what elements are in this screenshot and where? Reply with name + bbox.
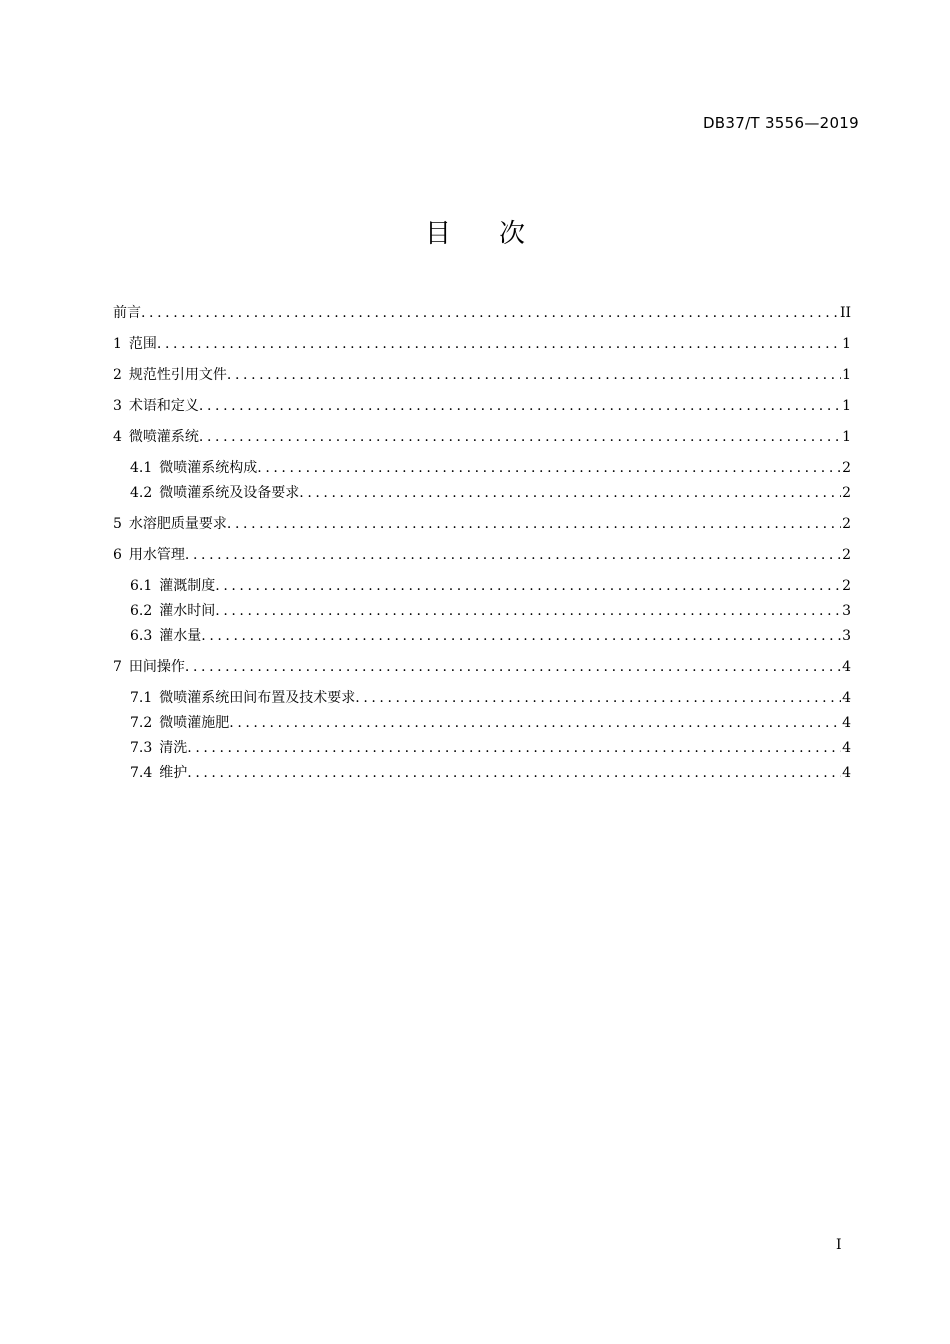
toc-entry-number: 4.1 [130,460,153,476]
toc-page-number: 3 [842,628,851,644]
toc-dot-leader [141,302,839,324]
toc-entry-4-2[interactable] [130,482,851,504]
toc-entry-foreword[interactable] [113,302,851,324]
toc-entry-label [130,575,215,597]
toc-entry-title: 术语和定义 [128,398,199,414]
toc-entry-7[interactable] [113,656,851,678]
title-char-2: 次 [499,219,526,249]
toc-dot-leader [185,656,841,678]
toc-entry-title: 清洗 [159,740,188,756]
toc-page-number: 1 [842,336,851,352]
toc-dot-leader [227,364,841,386]
toc-dot-leader [215,575,841,597]
toc-page-number: 1 [842,429,851,445]
toc-entry-3[interactable] [113,395,851,417]
toc-page-number: 4 [842,690,851,706]
toc-entry-6-3[interactable] [130,625,851,647]
toc-entry-number: 7 [113,659,122,675]
toc-page-number: 4 [842,765,851,781]
toc-entry-number: 7.3 [130,740,153,756]
toc-entry-label [130,457,257,479]
toc-entry-label [130,737,187,759]
toc-entry-7-4[interactable] [130,762,851,784]
toc-entry-label [113,513,227,535]
toc-entry-number: 1 [113,336,122,352]
toc-entry-4-1[interactable] [130,457,851,479]
toc-entry-6[interactable] [113,544,851,566]
toc-page-number: 1 [842,398,851,414]
toc-entry-title: 灌溉制度 [159,578,216,594]
toc-entry-number: 4 [113,429,122,445]
toc-dot-leader [201,625,841,647]
toc-entry-title: 微喷灌系统及设备要求 [159,485,300,501]
toc-entry-label [130,762,187,784]
title-char-1: 目 [424,219,451,249]
toc-entry-label [113,395,199,417]
toc-entry-2[interactable] [113,364,851,386]
toc-entry-number: 7.4 [130,765,153,781]
toc-dot-leader [187,762,841,784]
toc-entry-label [113,426,199,448]
toc-entry-number: 7.1 [130,690,153,706]
toc-dot-leader [229,712,841,734]
toc-entry-title: 微喷灌系统田间布置及技术要求 [159,690,356,706]
toc-entry-title: 用水管理 [128,547,185,563]
toc-page-number: 2 [842,460,851,476]
toc-dot-leader [257,457,841,479]
toc-entry-label [113,364,227,386]
toc-entry-title: 灌水量 [159,628,202,644]
toc-page-number: 3 [842,603,851,619]
toc-entry-title: 灌水时间 [159,603,216,619]
toc-entry-6-1[interactable] [130,575,851,597]
toc-dot-leader [185,544,841,566]
toc-entry-title: 田间操作 [128,659,185,675]
toc-entry-label: 前言 [113,305,141,321]
toc-entry-label [113,656,185,678]
toc-entry-title: 规范性引用文件 [128,367,227,383]
toc-entry-7-1[interactable] [130,687,851,709]
toc-entry-label [130,600,215,622]
toc-dot-leader [157,333,841,355]
toc-entry-4[interactable] [113,426,851,448]
toc-entry-title: 维护 [159,765,188,781]
toc-entry-title: 水溶肥质量要求 [128,516,227,532]
toc-entry-number: 6 [113,547,122,563]
toc-page-number: 2 [842,485,851,501]
toc-dot-leader [199,395,841,417]
page-title [0,213,950,250]
toc-page-number: 4 [842,715,851,731]
toc-dot-leader [187,737,841,759]
toc-page-number: 2 [842,547,851,563]
toc-dot-leader [227,513,841,535]
toc-entry-number: 5 [113,516,122,532]
toc-entry-title: 微喷灌系统构成 [159,460,258,476]
toc-dot-leader [299,482,841,504]
toc-entry-1[interactable] [113,333,851,355]
toc-entry-title: 范围 [128,336,157,352]
toc-entry-number: 7.2 [130,715,153,731]
toc-entry-number: 3 [113,398,122,414]
toc-entry-label [113,544,185,566]
toc-entry-6-2[interactable] [130,600,851,622]
toc-entry-label [130,482,299,504]
toc-entry-7-3[interactable] [130,737,851,759]
page-number: I [836,1237,842,1253]
document-number: DB37/T 3556—2019 [702,114,859,132]
toc-entry-label [130,712,229,734]
toc-entry-label [130,687,355,709]
toc-page-number: 4 [842,740,851,756]
toc-entry-title: 微喷灌系统 [128,429,199,445]
toc-page-number: 2 [842,578,851,594]
toc-entry-title: 微喷灌施肥 [159,715,230,731]
toc-entry-number: 6.1 [130,578,153,594]
toc-entry-number: 4.2 [130,485,153,501]
toc-page-number: 4 [842,659,851,675]
toc-entry-7-2[interactable] [130,712,851,734]
toc-entry-number: 6.3 [130,628,153,644]
toc-entry-number: 2 [113,367,122,383]
toc-page-number: 2 [842,516,851,532]
toc-dot-leader [215,600,841,622]
toc-page-number: II [839,305,851,321]
toc-dot-leader [199,426,841,448]
toc-entry-label [130,625,201,647]
toc-entry-5[interactable] [113,513,851,535]
toc-entry-label [113,333,157,355]
toc-dot-leader [355,687,841,709]
toc-entry-number: 6.2 [130,603,153,619]
toc-page-number: 1 [842,367,851,383]
